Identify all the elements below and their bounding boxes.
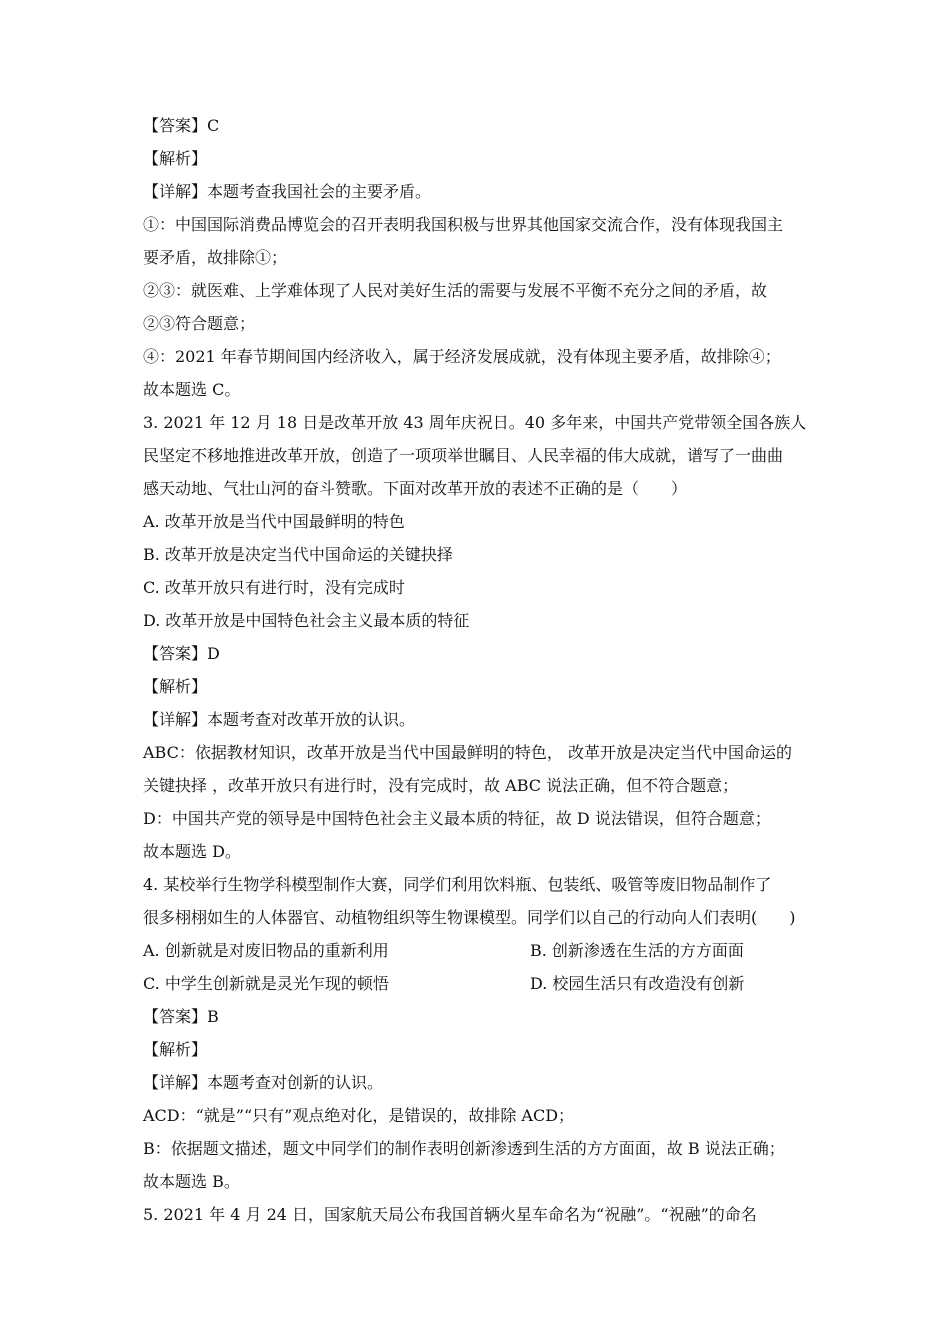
- answer-label: 【答案】C: [143, 116, 220, 135]
- option-c: C. 改革开放只有进行时，没有完成时: [143, 578, 405, 597]
- question-stem: 感天动地、气壮山河的奋斗赞歌。下面对改革开放的表述不正确的是（ ）: [143, 479, 688, 498]
- detail-label: 【详解】本题考查我国社会的主要矛盾。: [143, 182, 432, 201]
- option-d: D. 改革开放是中国特色社会主义最本质的特征: [143, 611, 470, 630]
- analysis-label: 【解析】: [143, 1040, 208, 1059]
- explanation-line: 故本题选 B。: [143, 1172, 240, 1191]
- answer-label: 【答案】D: [143, 644, 220, 663]
- question-stem: 3. 2021 年 12 月 18 日是改革开放 43 周年庆祝日。40 多年来，中国共产党带领全国各族人: [143, 413, 807, 432]
- explanation-line: ①：中国国际消费品博览会的召开表明我国积极与世界其他国家交流合作，没有体现我国主: [143, 215, 784, 234]
- explanation-line: ②③符合题意；: [143, 314, 256, 333]
- explanation-line: B：依据题文描述，题文中同学们的制作表明创新渗透到生活的方方面面，故 B 说法正确；: [143, 1139, 785, 1158]
- explanation-line: 故本题选 D。: [143, 842, 241, 861]
- detail-label: 【详解】本题考查对改革开放的认识。: [143, 710, 416, 729]
- explanation-line: 要矛盾，故排除①；: [143, 248, 288, 267]
- option-b: B. 创新渗透在生活的方方面面: [530, 941, 744, 960]
- analysis-label: 【解析】: [143, 149, 208, 168]
- option-b: B. 改革开放是决定当代中国命运的关键抉择: [143, 545, 453, 564]
- question-stem: 4. 某校举行生物学科模型制作大赛，同学们利用饮料瓶、包装纸、吸管等废旧物品制作了: [143, 875, 772, 894]
- question-stem: 民坚定不移地推进改革开放，创造了一项项举世瞩目、人民幸福的伟大成就，谱写了一曲曲: [143, 446, 784, 465]
- explanation-line: ②③：就医难、上学难体现了人民对美好生活的需要与发展不平衡不充分之间的矛盾，故: [143, 281, 768, 300]
- detail-label: 【详解】本题考查对创新的认识。: [143, 1073, 384, 1092]
- answer-label: 【答案】B: [143, 1007, 219, 1026]
- option-c: C. 中学生创新就是灵光乍现的顿悟: [143, 974, 389, 993]
- question-stem: 很多栩栩如生的人体器官、动植物组织等生物课模型。同学们以自己的行动向人们表明( ): [143, 908, 796, 927]
- question-stem: 5. 2021 年 4 月 24 日，国家航天局公布我国首辆火星车命名为“祝融”。“祝融”的命名: [143, 1205, 757, 1224]
- analysis-label: 【解析】: [143, 677, 208, 696]
- option-a: A. 创新就是对废旧物品的重新利用: [143, 941, 389, 960]
- explanation-line: 关键抉择 ，改革开放只有进行时，没有完成时，故 ABC 说法正确，但不符合题意；: [143, 776, 739, 795]
- explanation-line: D：中国共产党的领导是中国特色社会主义最本质的特征，故 D 说法错误，但符合题意；: [143, 809, 771, 828]
- explanation-line: 故本题选 C。: [143, 380, 241, 399]
- option-a: A. 改革开放是当代中国最鲜明的特色: [143, 512, 405, 531]
- explanation-line: ④：2021 年春节期间国内经济收入，属于经济发展成就，没有体现主要矛盾，故排除④；: [143, 347, 781, 366]
- explanation-line: ACD：“就是”“只有”观点绝对化，是错误的，故排除 ACD；: [143, 1106, 575, 1125]
- option-d: D. 校园生活只有改造没有创新: [530, 974, 745, 993]
- explanation-line: ABC：依据教材知识，改革开放是当代中国最鲜明的特色， 改革开放是决定当代中国命运的: [143, 743, 792, 762]
